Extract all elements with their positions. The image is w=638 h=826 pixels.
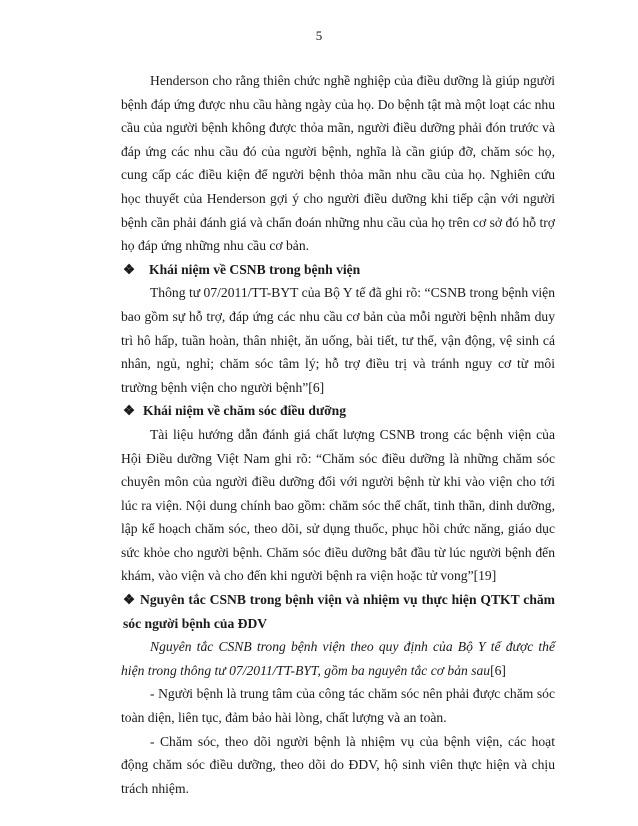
paragraph-principle-2: - Chăm sóc, theo dõi người bệnh là nhiệm vụ của bệnh viện, các hoạt động chăm sóc điều dưỡng, theo dõi do ĐDV, hộ sinh viên thực hiện và chịu trách nhiệm. <box>121 733 555 796</box>
paragraph-principle-1: - Người bệnh là trung tâm của công tác chăm sóc nên phải được chăm sóc toàn diện, liên tục, đảm bảo hài lòng, chất lượng và an toàn. <box>121 686 555 726</box>
heading-text: Nguyên tắc CSNB trong bệnh viện và nhiệm vụ thực hiện QTKT chăm sóc người bệnh của ĐDV <box>123 592 555 631</box>
page-number: 5 <box>315 28 323 43</box>
citation-ref: [6] <box>490 662 506 678</box>
body-text <box>121 69 555 800</box>
paragraph-principles-intro <box>121 635 555 682</box>
heading-nursing-care-concept <box>121 399 555 423</box>
italic-text: Nguyên tắc CSNB trong bệnh viện theo quy định của Bộ Y tế được thể hiện trong thông tư 07/2011/TT-BYT, gồm ba nguyên tắc cơ bản sau <box>121 639 555 678</box>
diamond-bullet-icon: ❖ <box>123 403 136 419</box>
diamond-bullet-icon: ❖ <box>123 592 136 608</box>
heading-text: Khái niệm về CSNB trong bệnh viện <box>149 261 361 277</box>
paragraph-circular-07: Thông tư 07/2011/TT-BYT của Bộ Y tế đã ghi rõ: “CSNB trong bệnh viện bao gồm sự hỗ trợ, đáp ứng các nhu cầu cơ bản của mỗi người bệnh nhằm duy trì hô hấp, tuần hoàn, thân nhiệt, ăn uống, bài tiết, tư thế, vận động, vệ sinh cá nhân, ngủ, nghỉ; chăm sóc tâm lý; hỗ trợ điều trị và tránh nguy cơ từ môi trường bệnh viện cho người bệnh”[6] <box>121 285 555 395</box>
paragraph-nursing-guideline: Tài liệu hướng dẫn đánh giá chất lượng CSNB trong các bệnh viện của Hội Điều dưỡng Việt Nam ghi rõ: “Chăm sóc điều dưỡng là những chăm sóc chuyên môn của người điều dưỡng đối với người bệnh từ khi vào viện cho tới lúc ra viện. Nội dung chính bao gồm: chăm sóc thể chất, tinh thần, dinh dưỡng, lập kế hoạch chăm sóc, theo dõi, sử dụng thuốc, phục hồi chức năng, giáo dục sức khỏe cho người bệnh. Chăm sóc điều dưỡng bắt đầu từ lúc người bệnh đến khám, vào viện và cho đến khi người bệnh ra viện hoặc tử vong”[19] <box>121 426 555 584</box>
heading-csnb-concept <box>121 258 555 282</box>
diamond-bullet-icon: ❖ <box>123 261 136 277</box>
heading-text: Khái niệm về chăm sóc điều dưỡng <box>143 403 346 419</box>
paragraph-henderson: Henderson cho rằng thiên chức nghề nghiệp của điều dưỡng là giúp người bệnh đáp ứng được nhu cầu hàng ngày của họ. Do bệnh tật mà một loạt các nhu cầu của người bệnh không được thỏa mãn, người điều dưỡng phải đón trước và đáp ứng các nhu cầu đó của người bệnh, nghĩa là cần giúp đỡ, chăm sóc họ, cung cấp các điều kiện để người bệnh thỏa mãn nhu cầu của họ. Nghiên cứu học thuyết của Henderson gợi ý cho người điều dưỡng khi tiếp cận với người bệnh cần phải đánh giá và chẩn đoán những nhu cầu của họ trên cơ sở đó hỗ trợ họ đáp ứng những nhu cầu cơ bản. <box>121 73 555 254</box>
heading-csnb-principles <box>121 588 555 635</box>
